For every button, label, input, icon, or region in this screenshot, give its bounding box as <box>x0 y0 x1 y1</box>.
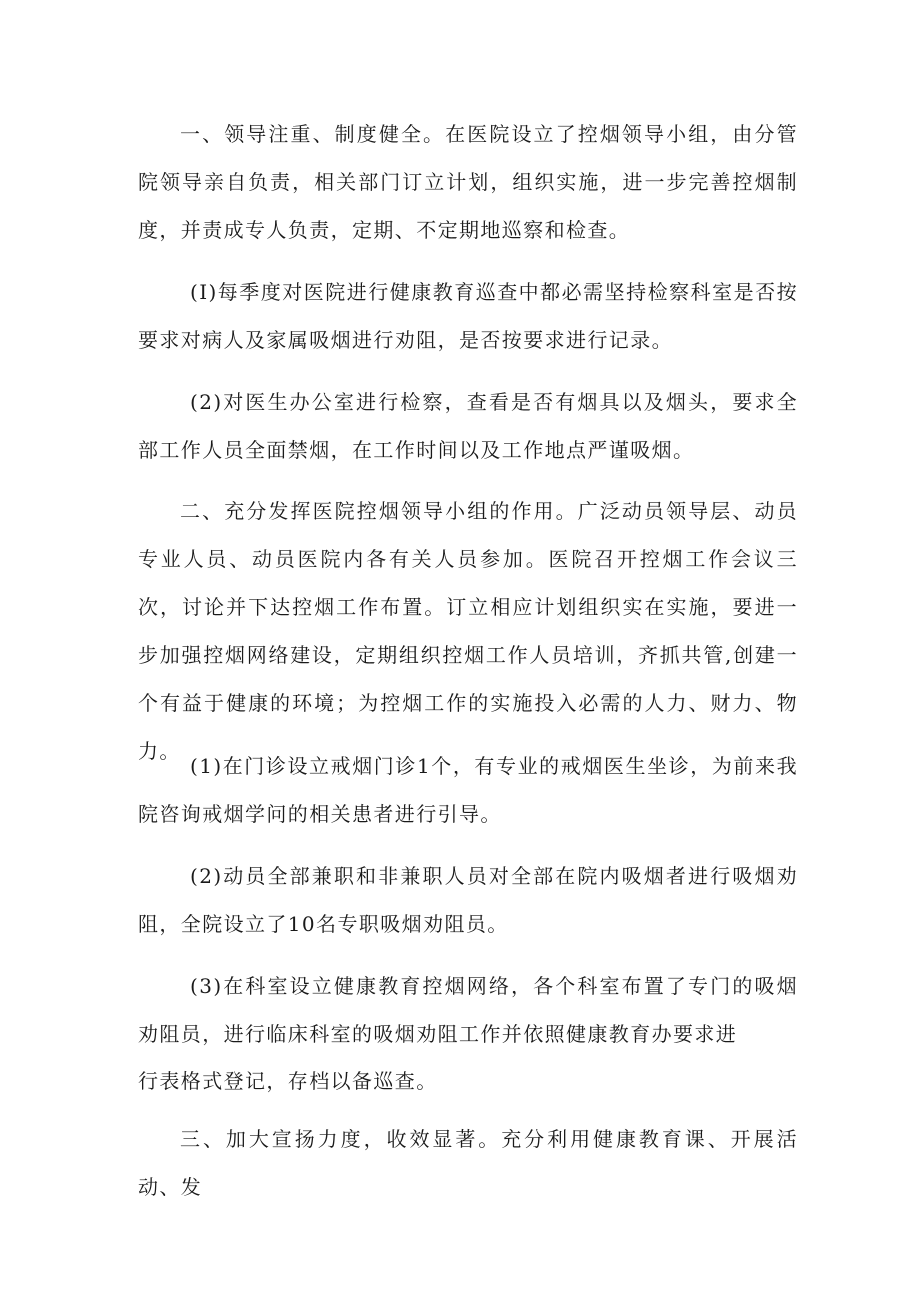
paragraph-leadership: 一、领导注重、制度健全。在医院设立了控烟领导小组，由分管院领导亲自负责，相关部门订立计划，组织实施，进一步完善控烟制度，并责成专人负责，定期、不定期地巡察和检查。 <box>138 122 798 242</box>
paragraph-item-dissuaders: (2)动员全部兼职和非兼职人员对全部在院内吸烟者进行吸烟劝阻，全院设立了10名专职吸烟劝阻员。 <box>138 864 798 936</box>
paragraph-item-department-network: (3)在科室设立健康教育控烟网络，各个科室布置了专门的吸烟劝阻员，进行临床科室的吸烟劝阻工作并依照健康教育办要求进 <box>138 974 798 1046</box>
paragraph-item-department-network-continued: 行表格式登记，存档以备巡查。 <box>138 1069 438 1093</box>
paragraph-publicity: 三、加大宣扬力度，收效显著。充分利用健康教育课、开展活动、发 <box>138 1127 798 1199</box>
paragraph-control-group-role: 二、充分发挥医院控烟领导小组的作用。广泛动员领导层、动员专业人员、动员医院内各有关人员参加。医院召开控烟工作会议三次，讨论并下达控烟工作布置。订立相应计划组织实在实施，要进一步加强控烟网络建设，定期组织控烟工作人员培训，齐抓共管,创建一个有益于健康的环境；为控烟工作的实施投入必需的人力、财力、物力。 <box>138 499 798 763</box>
paragraph-item-cessation-clinic: (1)在门诊设立戒烟门诊1个，有专业的戒烟医生坐诊，为前来我院咨询戒烟学问的相关患者进行引导。 <box>138 754 798 826</box>
paragraph-item-office-inspection: (2)对医生办公室进行检察，查看是否有烟具以及烟头，要求全部工作人员全面禁烟，在工作时间以及工作地点严谨吸烟。 <box>138 390 798 462</box>
paragraph-item-quarterly-inspection: (I)每季度对医院进行健康教育巡查中都必需坚持检察科室是否按要求对病人及家属吸烟进行劝阻，是否按要求进行记录。 <box>138 280 798 352</box>
